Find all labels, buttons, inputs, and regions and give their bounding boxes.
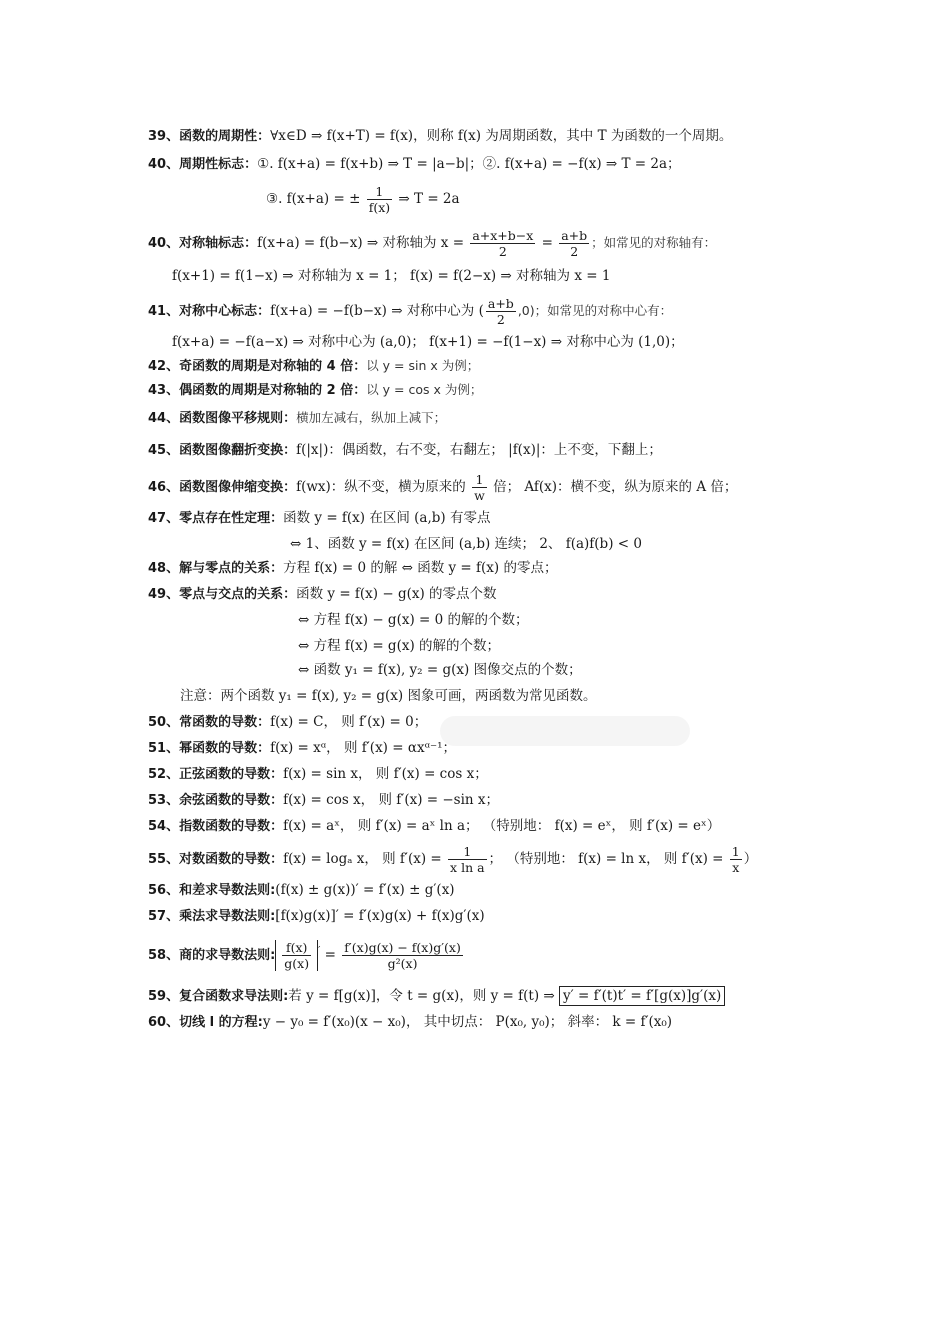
item-content: 方程 f(x) = 0 的解 ⇔ 函数 y = f(x) 的零点； [283, 560, 558, 576]
formula-text: f(x+a) = f(b−x) ⇒ 对称轴为 x = [257, 235, 469, 251]
item-title: 偶函数的周期是对称轴的 2 倍： [179, 383, 367, 398]
item-60 [148, 1012, 830, 1033]
item-43 [148, 380, 830, 401]
item-title: 周期性标志： [179, 157, 258, 172]
item-title: 常函数的导数： [179, 715, 271, 730]
fraction-denominator: x [732, 860, 740, 875]
fraction [472, 472, 487, 503]
quotient-bracket [275, 940, 321, 971]
fraction-numerator: 1 [367, 184, 392, 200]
item-number: 49、 [148, 587, 180, 602]
item-title: 对称中心标志： [179, 304, 271, 319]
item-content: ⇔ 函数 y₁ = f(x), y₂ = g(x) 图像交点的个数； [298, 662, 582, 678]
item-number: 42、 [148, 359, 180, 374]
item-49 [148, 584, 830, 605]
fraction-denominator: g²(x) [387, 956, 418, 971]
item-59 [148, 986, 830, 1007]
item-content: f(|x|)：偶函数，右不变，右翻左； |f(x)|：上不变，下翻上； [296, 442, 662, 458]
item-title: 幂函数的导数： [179, 741, 271, 756]
fraction-denominator: 2 [498, 244, 507, 259]
item-number: 46、 [148, 480, 180, 495]
item-number: 44、 [148, 411, 180, 426]
item-title: 函数图像平移规则： [179, 411, 297, 426]
item-47-condition [290, 534, 830, 555]
fraction-numerator: 1 [448, 844, 487, 860]
item-title: 商的求导数法则: [179, 948, 276, 963]
item-title: 奇函数的周期是对称轴的 4 倍： [179, 359, 367, 374]
item-title: 零点与交点的关系： [179, 587, 297, 602]
item-number: 52、 [148, 767, 180, 782]
item-content: 函数 y = f(x) 在区间 (a,b) 有零点 [283, 510, 491, 526]
item-40-periodic [148, 154, 830, 175]
item-title: 解与零点的关系： [179, 561, 284, 576]
item-49-line3 [298, 636, 830, 657]
item-number: 59、 [148, 989, 180, 1004]
fraction-numerator: f(x) [282, 940, 311, 956]
fraction-numerator: 1 [731, 844, 740, 859]
fraction [448, 844, 487, 875]
equals-sign: = [537, 235, 558, 251]
item-title: 函数图像伸缩变换： [179, 480, 297, 495]
item-41-examples [172, 332, 830, 353]
item-number: 60、 [148, 1015, 180, 1030]
formula-text: f(wx)：纵不变，横为原来的 [296, 479, 471, 495]
item-title: 切线 l 的方程: [179, 1015, 263, 1030]
item-content: f(x) = xᵅ， 则 f′(x) = αxᵅ⁻¹； [270, 740, 457, 756]
formula-text: f(x+a) = −f(b−x) ⇒ 对称中心为 ( [270, 303, 484, 319]
item-title: 对数函数的导数： [179, 852, 284, 867]
item-content: ⇔ 方程 f(x) − g(x) = 0 的解的个数； [298, 612, 529, 628]
fraction [367, 184, 392, 215]
item-number: 51、 [148, 741, 180, 756]
item-49-line2 [298, 610, 830, 631]
item-content: f(x+a) = −f(a−x) ⇒ 对称中心为 (a,0)； f(x+1) = −f(1−x) ⇒ 对称中心为 (1,0)； [172, 334, 684, 350]
fraction-numerator: a+b [561, 228, 588, 243]
item-title: 复合函数求导法则: [179, 989, 289, 1004]
item-content: (f(x) ± g(x))′ = f′(x) ± g′(x) [275, 882, 455, 898]
note-text: 注意：两个函数 y₁ = f(x), y₂ = g(x) 图象可画，两函数为常见函数。 [180, 688, 597, 704]
item-49-line4 [298, 660, 830, 681]
item-50 [148, 712, 830, 733]
fraction-denominator: g(x) [284, 956, 310, 971]
formula-text: f(x) = logₐ x， 则 f′(x) = [283, 851, 447, 867]
item-number: 50、 [148, 715, 180, 730]
formula-text: ③. f(x+a) = ± [266, 191, 365, 207]
item-content: ⇔ 方程 f(x) = g(x) 的解的个数； [298, 638, 501, 654]
item-content: f(x) = sin x， 则 f′(x) = cos x； [283, 766, 488, 782]
item-54 [148, 816, 830, 837]
item-title: 指数函数的导数： [179, 819, 284, 834]
item-40-axis [148, 228, 830, 259]
item-39 [148, 126, 830, 147]
item-number: 53、 [148, 793, 180, 808]
item-content: f(x) = cos x， 则 f′(x) = −sin x； [283, 792, 500, 808]
item-number: 47、 [148, 511, 180, 526]
item-title: 零点存在性定理： [179, 511, 284, 526]
prime-mark: ′ [318, 945, 321, 957]
item-title: 函数的周期性： [179, 129, 271, 144]
item-number: 58、 [148, 948, 180, 963]
item-51 [148, 738, 830, 759]
item-title: 对称轴标志： [179, 236, 258, 251]
item-number: 56、 [148, 883, 180, 898]
formula-text: ；如常见的对称轴有： [591, 235, 717, 250]
item-number: 57、 [148, 909, 180, 924]
item-content: 若 y = f[g(x)]，令 t = g(x)，则 y = f(t) ⇒ [288, 988, 559, 1004]
formula-text: ； （特别地： f(x) = ln x， 则 f′(x) = [488, 851, 728, 867]
item-42 [148, 356, 830, 377]
fraction [730, 844, 742, 875]
item-number: 54、 [148, 819, 180, 834]
item-56 [148, 880, 830, 901]
item-52 [148, 764, 830, 785]
item-48 [148, 558, 830, 579]
fraction [470, 228, 535, 259]
item-title: 正弦函数的导数： [179, 767, 284, 782]
fraction [559, 228, 589, 259]
item-number: 45、 [148, 443, 180, 458]
item-46 [148, 472, 830, 503]
item-41 [148, 296, 830, 327]
fraction-numerator: f′(x)g(x) − f(x)g′(x) [344, 940, 461, 955]
item-content: f(x+1) = f(1−x) ⇒ 对称轴为 x = 1； f(x) = f(2−x) ⇒ 对称轴为 x = 1 [172, 268, 611, 284]
formula-text: ⇒ T = 2a [394, 191, 460, 207]
boxed-formula: y′ = f′(t)t′ = f′[g(x)]g′(x) [559, 986, 725, 1006]
fraction-numerator: a+b [487, 296, 514, 311]
item-49-note [180, 686, 830, 707]
item-44 [148, 408, 830, 429]
item-58 [148, 940, 830, 971]
item-number: 39、 [148, 129, 180, 144]
formula-text: 倍； Af(x)：横不变，纵为原来的 A 倍； [488, 479, 738, 495]
item-content: [f(x)g(x)]′ = f′(x)g(x) + f(x)g′(x) [275, 908, 485, 924]
item-title: 乘法求导数法则: [179, 909, 276, 924]
item-content: f(x) = C， 则 f′(x) = 0； [270, 714, 428, 730]
item-40-axis-examples [172, 266, 830, 287]
item-number: 40、 [148, 157, 180, 172]
item-55 [148, 844, 830, 875]
item-content: y − y₀ = f′(x₀)(x − x₀)， 其中切点： P(x₀, y₀)； 斜率： k = f′(x₀) [262, 1014, 673, 1030]
item-number: 43、 [148, 383, 180, 398]
fraction-denominator: f(x) [368, 200, 391, 215]
fraction [486, 296, 516, 327]
item-content: f(x) = aˣ， 则 f′(x) = aˣ ln a； （特别地： f(x) = eˣ， 则 f′(x) = eˣ） [283, 818, 721, 834]
fraction-denominator: w [474, 488, 485, 503]
item-number: 48、 [148, 561, 180, 576]
fraction [282, 940, 311, 971]
item-title: 函数图像翻折变换： [179, 443, 297, 458]
formula-text: ） [743, 851, 758, 867]
item-40-sub3 [266, 184, 830, 215]
fraction-numerator: 1 [472, 472, 487, 488]
item-content: 函数 y = f(x) − g(x) 的零点个数 [296, 586, 497, 602]
item-45 [148, 440, 830, 461]
item-47 [148, 508, 830, 529]
item-number: 41、 [148, 304, 180, 319]
item-title: 和差求导数法则: [179, 883, 276, 898]
item-title: 余弦函数的导数： [179, 793, 284, 808]
item-53 [148, 790, 830, 811]
item-content: ①. f(x+a) = f(x+b) ⇒ T = |a−b|；②. f(x+a) = −f(x) ⇒ T = 2a； [257, 156, 681, 172]
item-content: 以 y = sin x 为例； [366, 358, 480, 373]
fraction-denominator: 2 [570, 244, 579, 259]
fraction-numerator: a+x+b−x [472, 228, 534, 243]
item-number: 55、 [148, 852, 180, 867]
equals-sign: = [320, 947, 341, 963]
item-content: 以 y = cos x 为例； [366, 382, 483, 397]
item-content: ∀x∈D ⇒ f(x+T) = f(x)，则称 f(x) 为周期函数，其中 T 为函数的一个周期。 [270, 128, 733, 144]
fraction [342, 940, 463, 971]
item-57 [148, 906, 830, 927]
item-content: ⇔ 1、函数 y = f(x) 在区间 (a,b) 连续； 2、 f(a)f(b) < 0 [290, 536, 642, 552]
item-content: 横加左减右，纵加上减下； [296, 410, 447, 425]
formula-text: ,0)；如常见的对称中心有： [517, 303, 673, 318]
fraction-denominator: 2 [496, 312, 505, 327]
fraction-denominator: x ln a [450, 860, 485, 875]
item-number: 40、 [148, 236, 180, 251]
